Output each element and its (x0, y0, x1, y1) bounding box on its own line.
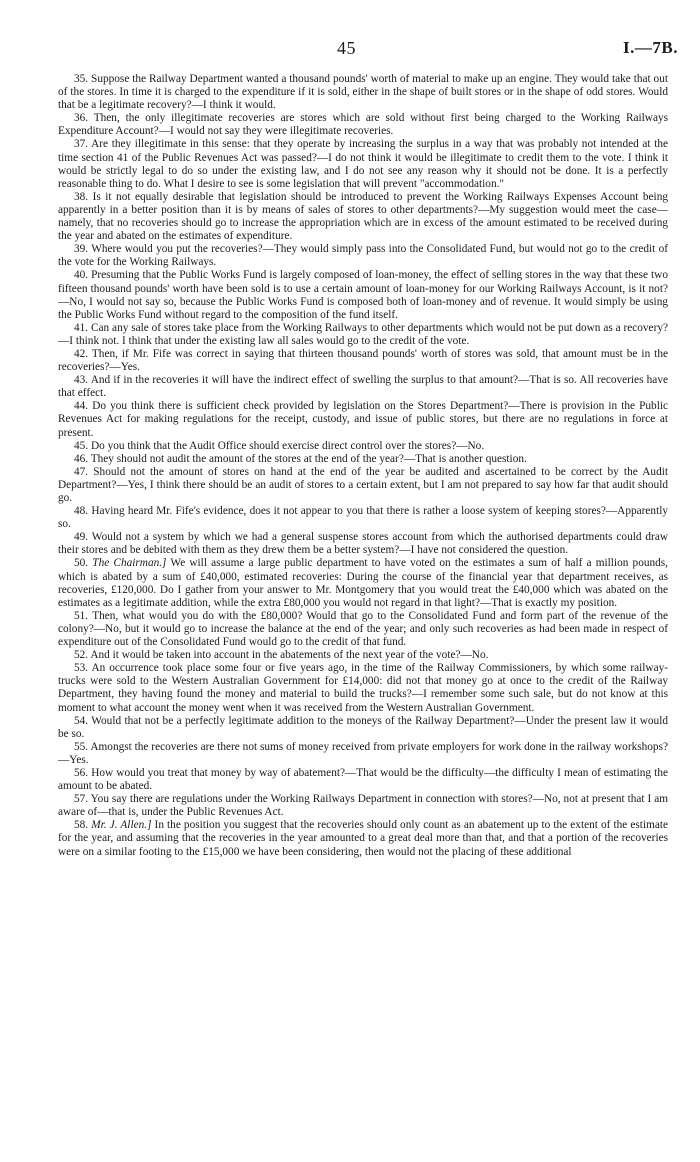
question-paragraph: 57. You say there are regulations under the Working Railways Department in connection with stores?—No, not at present that I am aware of—that is, under the Public Revenues Act. (58, 793, 668, 819)
question-paragraph: 43. And if in the recoveries it will have the indirect effect of swelling the surplus to that amount?—That is so. All recoveries have that effect. (58, 374, 668, 400)
question-paragraph: 35. Suppose the Railway Department wanted a thousand pounds' worth of material to make up an engine. They would take that out of the stores. In time it is charged to the expenditure if it is sold, either in the shape of built stores or in the shape of odd stores. Would that be a legitimate recovery?—I think it would. (58, 73, 668, 112)
question-paragraph: 42. Then, if Mr. Fife was correct in saying that thirteen thousand pounds' worth of stores was sold, that amount must be in the recoveries?—Yes. (58, 347, 668, 374)
question-paragraph: 38. Is it not equally desirable that legislation should be introduced to prevent the Working Railways Expenses Account being apparently in a better position than it is by means of sales of stores to other departments?—My suggestion would meet the case—namely, that no recoveries should go to increase the appropriation which are in excess of the amount estimated to be received during the year and abated on the estimates of expenditure. (58, 190, 668, 243)
question-paragraph: 58. Mr. J. Allen.] In the position you suggest that the recoveries should only count as an abatement up to the extent of the estimate for the year, and assuming that the recoveries in the year amounted to a great deal more than that, and that a portion of the recoveries were on a similar footing to the £15,000 we have been considering, then would not the placing of these additional (58, 819, 668, 858)
page-number: 45 (337, 38, 356, 58)
question-paragraph: 40. Presuming that the Public Works Fund is largely composed of loan-money, the effect of selling stores in the way that these two fifteen thousand pounds' worth have been sold is to use a certain amount of loan-money for our Working Railways Account, is it not?—No, I would not say so, because the Public Works Fund is composed both of loan-money and of revenue. It would simply be using the Public Works Fund without regard to the composition of the fund itself. (58, 269, 668, 321)
question-paragraph: 48. Having heard Mr. Fife's evidence, does it not appear to you that there is rather a loose system of keeping stores?—Apparently so. (58, 505, 668, 531)
question-paragraph: 54. Would that not be a perfectly legitimate addition to the moneys of the Railway Department?—Under the present law it would be so. (58, 714, 668, 740)
question-paragraph: 52. And it would be taken into account in the abatements of the next year of the vote?—No. (74, 649, 489, 662)
question-paragraph: 50. The Chairman.] We will assume a large public department to have voted on the estimates a sum of half a million pounds, which is abated by a sum of £40,000, estimated recoveries: During the course of the financial year that department receives, as recoveries, £120,000. Do I gather from your answer to Mr. Montgomery that you would treat the £40,000 which was abated on the estimates as a legitimate addition, while the extra £80,000 you would not regard in that light?—That is exactly my position. (58, 557, 669, 609)
question-paragraph: 37. Are they illegitimate in this sense: that they operate by increasing the surplus in a way that was probably not intended at the time section 41 of the Public Revenues Act was passed?—I do not think it would be illegitimate to credit them to the vote. I think it would be strictly legal to do so under the existing law, and I do not see any reason why it should not be done. It is a perfectly reasonable thing to do. What I desire to see is some legislation that will prevent "accommodation." (58, 138, 668, 190)
question-paragraph: 45. Do you think that the Audit Office should exercise direct control over the stores?—No. (74, 439, 485, 452)
question-paragraph: 36. Then, the only illegitimate recoveries are stores which are sold without first being charged to the Working Railways Expenditure Account?—I would not say they were illegitimate recoveries. (58, 112, 668, 138)
question-paragraph: 39. Where would you put the recoveries?—They would simply pass into the Consolidated Fund, but would not go to the credit of the vote for the Working Railways. (58, 243, 668, 269)
question-paragraph: 51. Then, what would you do with the £80,000? Would that go to the Consolidated Fund and form part of the revenue of the colony?—No, but it would go to increase the balance at the end of the year; and only such recoveries as had been made in respect of expenditure out of the Consolidated Fund would go to the credit of that fund. (58, 609, 668, 649)
question-paragraph: 47. Should not the amount of stores on hand at the end of the year be audited and ascertained to be correct by the Audit Department?—Yes, I think there should be an audit of stores to a certain extent, but I am not prepared to say how far that audit should go. (58, 465, 668, 504)
speaker-name: The Chairman.] (92, 557, 167, 570)
document-reference: I.—7B. (623, 38, 678, 57)
question-paragraph: 44. Do you think there is sufficient check provided by legislation on the Stores Department?—There is provision in the Public Revenues Act for making regulations for the receipt, custody, and issue of public stores, but there are no regulations in force at present. (58, 400, 668, 439)
question-paragraph: 49. Would not a system by which we had a general suspense stores account from which the authorised departments could draw their stores and be debited with them as they drew them be a better system?—I have not considered the question. (58, 531, 668, 557)
evidence-text (58, 73, 668, 859)
question-paragraph: 56. How would you treat that money by way of abatement?—That would be the difficulty—the difficulty I mean of estimating the amount to be abated. (58, 766, 668, 793)
question-paragraph: 41. Can any sale of stores take place from the Working Railways to other departments which would not be put down as a recovery?—I think not. I think that under the existing law all sales would go to the credit of the vote. (58, 321, 668, 347)
question-paragraph: 53. An occurrence took place some four or five years ago, in the time of the Railway Commissioners, by which some railway-trucks were sold to the Western Australian Government for £14,000: did not that money go at once to the credit of the Railway Department, they having found the money and material to build the trucks?—I remember some such sale, but do not know at this moment to what account the money went when it was received from the Western Australian Government. (58, 662, 668, 714)
page-header (0, 38, 700, 60)
question-paragraph: 46. They should not audit the amount of the stores at the end of the year?—That is another question. (74, 452, 527, 465)
question-paragraph: 55. Amongst the recoveries are there not sums of money received from private employers for work done in the railway workshops?—Yes. (58, 740, 668, 766)
speaker-name: Mr. J. Allen.] (91, 819, 152, 832)
